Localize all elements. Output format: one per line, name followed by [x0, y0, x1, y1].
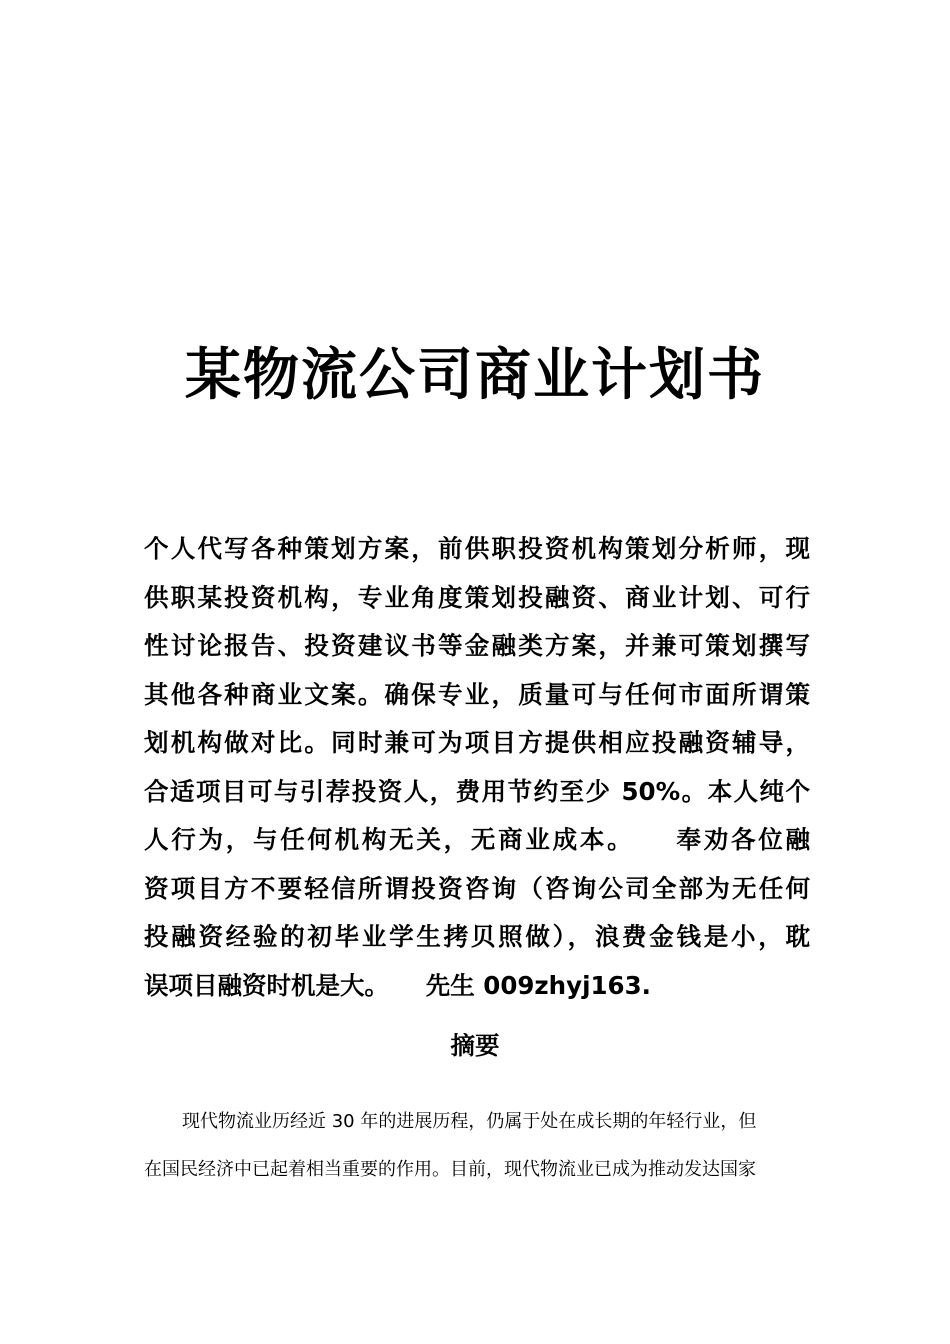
ad-line: 投融资经验的初毕业学生拷贝照做），浪费金钱是小，耽: [144, 922, 810, 951]
abstract-body: [144, 1098, 800, 1194]
body-line: 在国民经济中已起着相当重要的作用。目前，现代物流业已成为推动发达国家: [144, 1159, 756, 1180]
ad-line: 供职某投资机构，专业角度策划投融资、商业计划、可行: [144, 582, 810, 612]
ad-line: 性讨论报告、投资建议书等金融类方案，并兼可策划撰写: [144, 631, 810, 660]
ad-line: 合适项目可与引荐投资人，费用节约至少 50%。本人纯个: [144, 776, 810, 806]
ad-line: 其他各种商业文案。确保专业，质量可与任何市面所谓策: [144, 679, 810, 709]
body-line: 现代物流业历经近 30 年的进展历程，仍属于处在成长期的年轻行业，但: [182, 1111, 757, 1132]
document-title: 某物流公司商业计划书: [185, 343, 765, 408]
abstract-heading: 摘要: [450, 1031, 500, 1060]
ad-line: 人行为，与任何机构无关，无商业成本。 奉劝各位融: [144, 825, 810, 854]
ad-line: 误项目融资时机是大。 先生 009zhyj163.: [144, 970, 651, 1000]
advertisement-paragraph: [144, 525, 810, 1010]
ad-line: 资项目方不要轻信所谓投资咨询（咨询公司全部为无任何: [144, 873, 810, 903]
ad-line: 个人代写各种策划方案，前供职投资机构策划分析师，现: [144, 534, 810, 563]
ad-line: 划机构做对比。同时兼可为项目方提供相应投融资辅导，: [144, 728, 810, 757]
